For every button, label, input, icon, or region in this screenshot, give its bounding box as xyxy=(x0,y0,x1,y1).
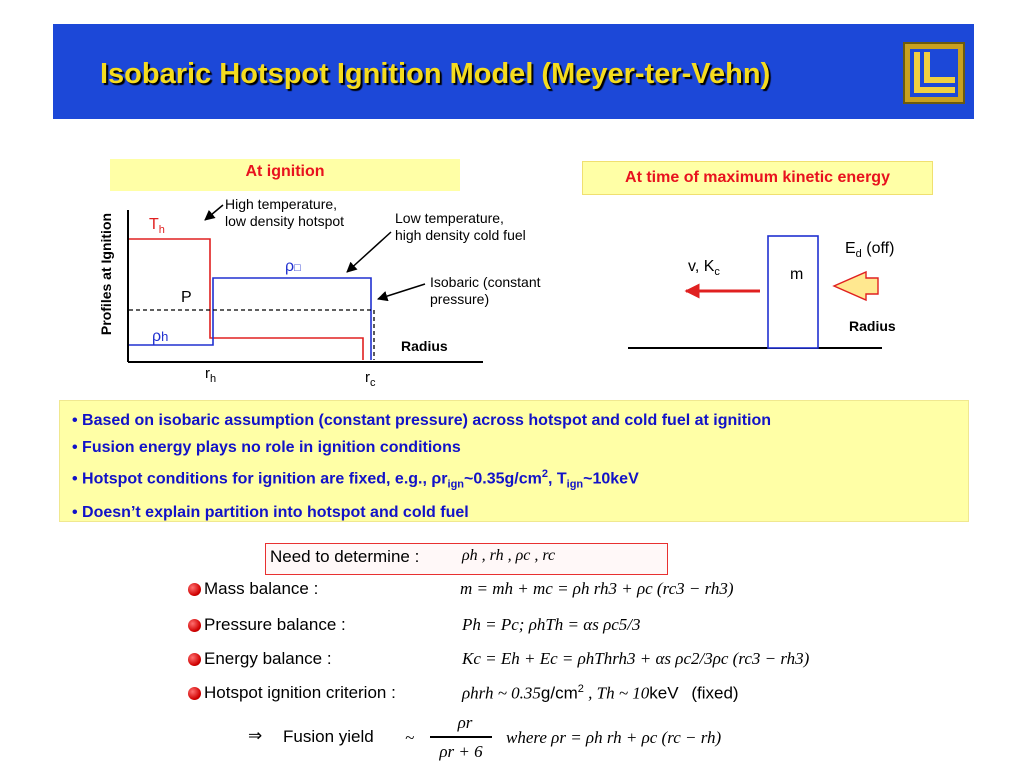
rhoc-label: ρ□ xyxy=(285,258,301,275)
energy-balance-equation: Kc = Eh + Ec = ρhThrh3 + αs ρc2/3ρc (rc3 − rh3) xyxy=(462,649,810,668)
bullet-dot-icon xyxy=(188,583,201,596)
implies-arrow: ⇒ xyxy=(248,726,263,745)
energy-balance-label: Energy balance : xyxy=(204,649,332,668)
bullet-dot-icon xyxy=(188,653,201,666)
isobaric-annotation: Isobaric (constant pressure) xyxy=(430,274,541,307)
determine-variables: ρh , rh , ρc , rc xyxy=(462,547,556,564)
hotspot-leader xyxy=(205,205,223,220)
ed-off-label: $E_d$ (off) xyxy=(845,240,895,261)
fusion-numerator: ρr xyxy=(457,713,473,732)
ignition-criterion-label: Hotspot ignition criterion : xyxy=(204,683,396,702)
key-points-box xyxy=(60,401,968,521)
mass-shell xyxy=(768,236,818,348)
radius-label-left: Radius xyxy=(401,338,448,354)
max-kinetic-energy-heading: At time of maximum kinetic energy xyxy=(582,161,933,195)
bullet-dot-icon xyxy=(188,687,201,700)
radius-label-right: Radius xyxy=(849,318,896,334)
lab-logo xyxy=(903,42,965,104)
bullet-hotspot-conditions: • Hotspot conditions for ignition are fixed, e.g., $\rho r_{ign}\sim 0.35g/cm^2$, $T_{ign}\sim 10keV$ xyxy=(72,468,639,491)
fraction-bar xyxy=(430,736,492,738)
rh-label: $r_h$ xyxy=(205,365,217,385)
fusion-tilde: ~ xyxy=(405,728,415,747)
mass-balance-equation: m = mh + mc = ρh rh3 + ρc (rc3 − rh3) xyxy=(460,579,734,598)
bullet-isobaric: • Based on isobaric assumption (constant pressure) across hotspot and cold fuel at ignition xyxy=(72,412,772,429)
pressure-balance-equation: Ph = Pc; ρhTh = αs ρc5/3 xyxy=(462,615,641,634)
where-rho-r-equation: where ρr = ρh rh + ρc (rc − rh) xyxy=(506,728,722,747)
pressure-balance-label: Pressure balance : xyxy=(204,615,346,634)
need-to-determine-label: Need to determine : xyxy=(270,547,420,566)
density-profile xyxy=(129,278,371,360)
coldfuel-annotation: Low temperature, high density cold fuel xyxy=(395,210,526,243)
fusion-denominator: ρr + 6 xyxy=(439,742,483,761)
mass-label: m xyxy=(790,266,804,283)
profiles-y-label: Profiles at Ignition xyxy=(98,212,114,336)
rc-label: $r_c$ xyxy=(365,369,376,389)
ed-off-arrow xyxy=(834,272,878,300)
fusion-yield-label: Fusion yield xyxy=(283,727,374,746)
mass-balance-label: Mass balance : xyxy=(204,579,319,598)
hotspot-annotation: High temperature, low density hotspot xyxy=(225,196,345,229)
bullet-partition: • Doesn’t explain partition into hotspot and cold fuel xyxy=(72,503,469,521)
p-label: P xyxy=(181,289,192,306)
bullet-dot-icon xyxy=(188,619,201,632)
ignition-criterion-equation: ρhrh ~ $0.35g/cm^2$ , Th ~ 10keV (fixed) xyxy=(462,683,739,703)
bullet-fusion-energy: • Fusion energy plays no role in ignition conditions xyxy=(72,439,461,456)
at-ignition-heading: At ignition xyxy=(110,159,460,191)
th-label: $T_h$ xyxy=(149,216,165,237)
slide-title: Isobaric Hotspot Ignition Model (Meyer-ter-Vehn) xyxy=(100,58,771,90)
rhoh-label: ρh xyxy=(152,328,169,345)
coldfuel-leader xyxy=(347,232,391,272)
velocity-label: v, $K_c$ xyxy=(688,258,720,279)
isobaric-leader xyxy=(378,284,425,299)
